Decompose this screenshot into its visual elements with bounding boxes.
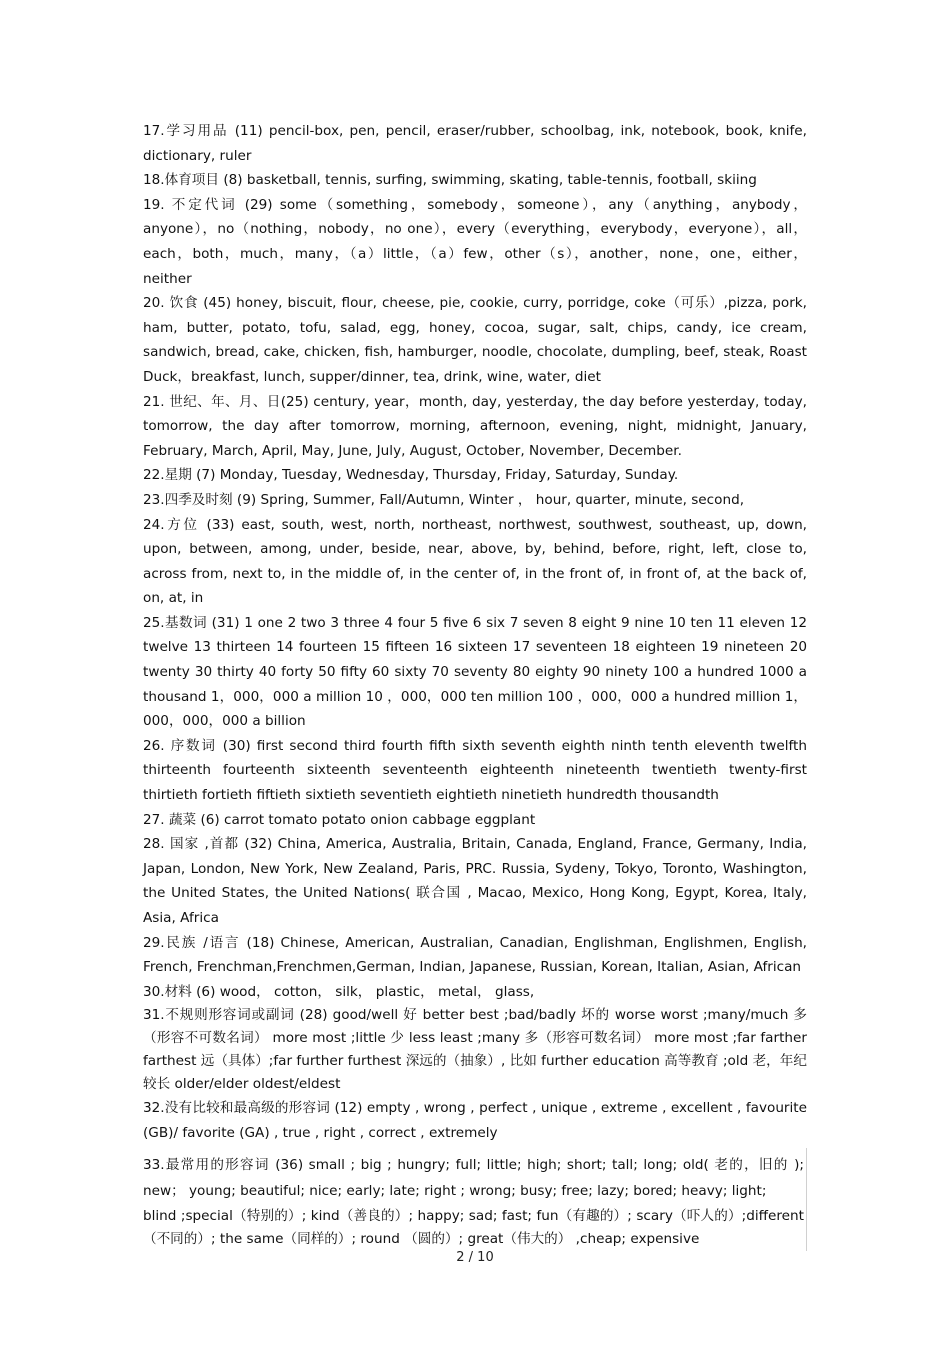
entry-18-sports: 18.体育项目 (8) basketball, tennis, surfing, swimming, skating, table-tennis, football, skiing <box>143 172 757 189</box>
page-number: 2 / 10 <box>456 1250 494 1265</box>
entry-22-weekdays: 22.星期 (7) Monday, Tuesday, Wednesday, Thursday, Friday, Saturday, Sunday. <box>143 467 679 484</box>
entry-19-indefinite-pronouns: 19. 不定代词 (29) some（something，somebody，someone），any（anything，anybody，anyone），no（nothing，nobody，no one），every（everything，everybody，everyone），all，each，both，much，many，（a）little，（a）few，other（s），another，none，one，either，neither <box>143 196 807 287</box>
entry-20-food: 20. 饮食 (45) honey, biscuit, flour, cheese, pie, cookie, curry, porridge, coke（可乐）,pizza, pork, ham, butter, potato, tofu, salad, egg, honey, cocoa, sugar, salt, chips, candy, ice cream, sandwich, bread, cake, chicken, fish, hamburger, noodle, chocolate, dumpling, beef, steak, Roast Duck，breakfast, lunch, supper/dinner, tea, drink, wine, water, diet <box>143 295 807 385</box>
entry-31-irregular-adjectives: 31.不规则形容词或副词 (28) good/well 好 better best ;bad/badly 坏的 worse worst ;many/much 多（形容不可数名词） more most ;little 少 less least ;many 多（形容可数名词） more most ;far farther farthest 远（具体）;far further furthest 深远的（抽象）, 比如 further education 高等教育 ;old 老，年纪较长 older/elder oldest/eldest <box>143 1007 807 1093</box>
entry-25-cardinal-numbers: 25.基数词 (31) 1 one 2 two 3 three 4 four 5 five 6 six 7 seven 8 eight 9 nine 10 ten 11 eleven 12 twelve 13 thirteen 14 fourteen 15 fifteen 16 sixteen 17 seventeen 18 eighteen 19 nineteen 20 twenty 30 thirty 40 forty 50 fifty 60 sixty 70 seventy 80 eighty 90 ninety 100 a hundred 1000 a thousand 1，000，000 a million 10 ，000，000 ten million 100 ，000，000 a hundred million 1，000，000，000 a billion <box>143 614 807 730</box>
entry-33-common-adjectives: 33.最常用的形容词 (36) small ; big ; hungry; full; little; high; short; tall; long; old( 老的，旧的 ); new； young; beautiful; nice; early; late; right ; wrong; busy; free; lazy; bored; heavy; light; <box>143 1156 804 1200</box>
entry-24-directions: 24.方位 (33) east, south, west, north, northeast, northwest, southwest, southeast, up, down, upon, between, among, under, beside, near, above, by, behind, before, right, left, close to, across from, next to, in the middle of, in the center of, in the front of, in front of, at the back of, on, at, in <box>143 516 807 607</box>
entry-17-school-supplies: 17.学习用品 (11) pencil-box, pen, pencil, eraser/rubber, schoolbag, ink, notebook, book, knife, dictionary, ruler <box>143 123 807 164</box>
page-content <box>143 119 807 1251</box>
entry-29-nationalities-languages: 29.民族 /语言 (18) Chinese, American, Australian, Canadian, Englishman, Englishmen, English, French, Frenchman,Frenchmen,German, Indian, Japanese, Russian, Korean, Italian, Asian, African <box>143 934 807 976</box>
entry-32-non-gradable-adjectives: 32.没有比较和最高级的形容词 (12) empty , wrong , perfect , unique , extreme , excellent , favourite (GB)/ favorite (GA) , true , right , correct , extremely <box>143 1100 807 1141</box>
entry-30-materials: 30.材料 (6) wood， cotton， silk， plastic， metal， glass, <box>143 983 535 1000</box>
entry-23-seasons-time: 23.四季及时刻 (9) Spring, Summer, Fall/Autumn, Winter ， hour, quarter, minute, second, <box>143 491 745 508</box>
entry-26-ordinal-numbers: 26. 序数词 (30) first second third fourth fifth sixth seventh eighth ninth tenth eleventh twelfth thirteenth fourteenth sixteenth seventeenth eighteenth nineteenth twentieth twenty-first thirtieth fortieth fiftieth sixtieth seventieth eightieth ninetieth hundredth thousandth <box>143 737 807 804</box>
entry-27-vegetables: 27. 蔬菜 (6) carrot tomato potato onion cabbage eggplant <box>143 811 536 828</box>
entry-21-dates: 21. 世纪、年、月、日(25) century, year，month, day, yesterday, the day before yesterday, today, tomorrow, the day after tomorrow, morning, afternoon, evening, night, midnight, January, February, March, April, May, June, July, August, October, November, December. <box>143 393 807 459</box>
entry-33-box <box>143 1148 807 1251</box>
entry-28-countries-capitals: 28. 国家 ,首都 (32) China, America, Australia, Britain, Canada, England, France, Germany, India, Japan, London, New York, New Zealand, Paris, PRC. Russia, Sydeny, Tokyo, Toronto, Washington, the United States, the United Nations( 联合国 , Macao, Mexico, Hong Kong, Egypt, Korea, Italy, Asia, Africa <box>143 836 807 926</box>
entry-33-continued: blind ;special（特别的）; kind（善良的）; happy; sad; fast; fun（有趣的）; scary（吓人的）;different（不同的）; the same（同样的）; round （圆的）; great（伟大的） ,cheap; expensive <box>143 1207 804 1247</box>
